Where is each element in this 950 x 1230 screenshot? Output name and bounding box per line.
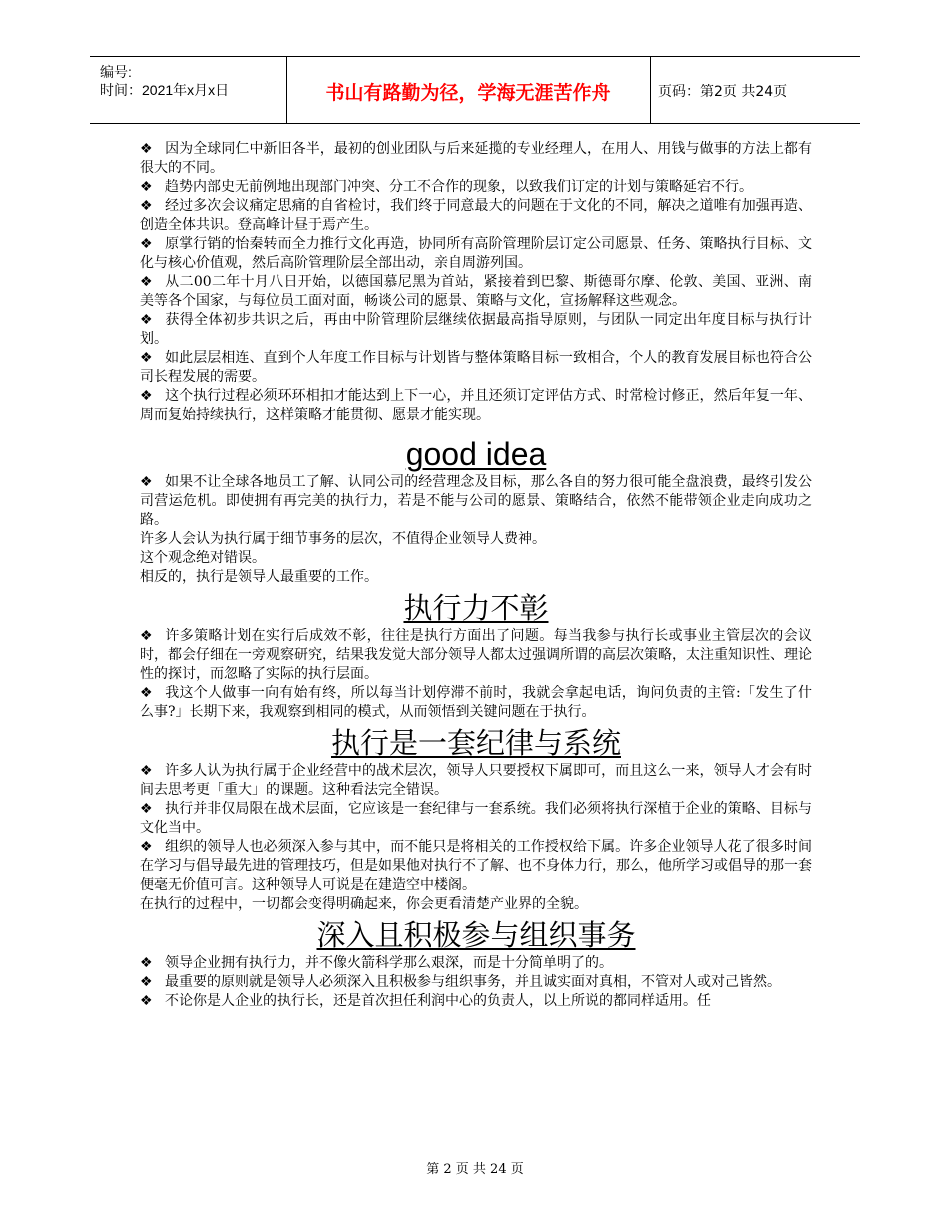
bullet-paragraph [140,387,812,425]
diamond-bullet-icon: ❖ [140,141,153,157]
section-2-plain [140,530,812,587]
page-footer: 第 2 页 共 24 页 [426,1162,524,1177]
bullet-text: 从二00二年十月八日开始，以德国慕尼黑为首站，紧接着到巴黎、斯德哥尔摩、伦敦、美国、亚洲、南美等各个国家，与每位员工面对面，畅谈公司的愿景、策略与文化，宣扬解释这些观念。 [140,274,812,309]
diamond-bullet-icon: ❖ [140,763,153,779]
diamond-bullet-icon: ❖ [140,198,153,214]
bullet-paragraph [140,349,812,387]
bullet-paragraph [140,973,812,992]
paragraph: 相反的，执行是领导人最重要的工作。 [140,569,378,585]
heading-execution-discipline: 执行是一套纪律与系统 [330,726,621,760]
section-3 [140,627,812,722]
bullet-paragraph [140,473,812,530]
bullet-paragraph [140,235,812,273]
diamond-bullet-icon: ❖ [140,801,153,817]
diamond-bullet-icon: ❖ [140,628,153,644]
bullet-text: 许多人认为执行属于企业经营中的战术层次，领导人只要授权下属即可，而且这么一来，领导人才会有时间去思考更「重大」的课题。这种看法完全错误。 [140,763,812,798]
diamond-bullet-icon: ❖ [140,236,153,252]
bullet-text: 领导企业拥有执行力，并不像火箭科学那么艰深，而是十分简单明了的。 [165,955,613,971]
header-page-info: 页码：第2页 共24页 [658,84,788,100]
bullet-text: 不论你是人企业的执行长，还是首次担任利润中心的负责人，以上所说的都同样适用。任 [165,993,711,1009]
bullet-paragraph [140,311,812,349]
paragraph: 这个观念绝对错误。 [140,550,266,566]
bullet-paragraph [140,273,812,311]
heading-execution-weak: 执行力不彰 [403,591,549,625]
bullet-paragraph [140,800,812,838]
paragraph: 在执行的过程中，一切都会变得明确起来，你会更看清楚产业界的全貌。 [140,896,588,912]
bullet-paragraph [140,954,812,973]
diamond-bullet-icon: ❖ [140,350,153,366]
bullet-text: 最重要的原则就是领导人必须深入且积极参与组织事务，并且诚实面对真相，不管对人或对己皆然。 [165,974,781,990]
bullet-text: 组织的领导人也必须深入参与其中，而不能只是将相关的工作授权给下属。许多企业领导人花了很多时间在学习与倡导最先进的管理技巧，但是如果他对执行不了解、也不身体力行，那么，他所学习或倡导的那一套便毫无价值可言。这种领导人可说是在建造空中楼阁。 [140,839,812,893]
header-meta [100,63,229,99]
bullet-text: 因为全球同仁中新旧各半，最初的创业团队与后来延揽的专业经理人，在用人、用钱与做事的方法上都有很大的不同。 [140,141,812,176]
bullet-text: 趋势内部史无前例地出现部门冲突、分工不合作的现象，以致我们订定的计划与策略延宕不行。 [165,179,753,195]
page-header [90,56,860,124]
diamond-bullet-icon: ❖ [140,388,153,404]
diamond-bullet-icon: ❖ [140,839,153,855]
section-4 [140,762,812,895]
bullet-paragraph [140,684,812,722]
diamond-bullet-icon: ❖ [140,474,153,490]
diamond-bullet-icon: ❖ [140,179,153,195]
bullet-text: 执行并非仅局限在战术层面，它应该是一套纪律与一套系统。我们必须将执行深植于企业的策略、目标与文化当中。 [140,801,812,836]
bullet-paragraph [140,992,812,1011]
bullet-paragraph [140,627,812,684]
bullet-paragraph [140,762,812,800]
bullet-text: 获得全体初步共识之后，再由中阶管理阶层继续依据最高指导原则，与团队一同定出年度目标与执行计划。 [140,312,812,347]
header-divider [650,57,651,123]
section-1 [140,140,812,425]
bullet-text: 原掌行销的怡秦转而全力推行文化再造，协同所有高阶管理阶层订定公司愿景、任务、策略执行目标、文化与核心价值观，然后高阶管理阶层全部出动，亲自周游列国。 [140,236,812,271]
bullet-text: 我这个人做事一向有始有终，所以每当计划停滞不前时，我就会拿起电话，询问负责的主管:「发生了什么事?」长期下来，我观察到相同的模式，从而领悟到关键问题在于执行。 [140,685,812,720]
section-2 [140,473,812,530]
bullet-text: 如果不让全球各地员工了解、认同公司的经营理念及目标，那么各自的努力很可能全盘浪费，最终引发公司营运危机。即使拥有再完美的执行力，若是不能与公司的愿景、策略结合，依然不能带领企业走向成功之路。 [140,474,812,528]
heading-deep-involvement: 深入且积极参与组织事务 [316,918,636,952]
bullet-text: 许多策略计划在实行后成效不彰，往往是执行方面出了问题。每当我参与执行长或事业主管层次的会议时，都会仔细在一旁观察研究，结果我发觉大部分领导人都太过强调所谓的高层次策略，太注重知识性、理论性的探讨，而忽略了实际的执行层面。 [140,628,812,682]
bullet-text: 如此层层相连、直到个人年度工作目标与计划皆与整体策略目标一致相合，个人的教育发展目标也符合公司长程发展的需要。 [140,350,812,385]
number-label: 编号: [100,64,132,80]
bullet-paragraph [140,197,812,235]
diamond-bullet-icon: ❖ [140,274,153,290]
diamond-bullet-icon: ❖ [140,685,153,701]
diamond-bullet-icon: ❖ [140,993,153,1009]
bullet-paragraph [140,178,812,197]
diamond-bullet-icon: ❖ [140,312,153,328]
diamond-bullet-icon: ❖ [140,974,153,990]
paragraph: 许多人会认为执行属于细节事务的层次，不值得企业领导人费神。 [140,531,546,547]
bullet-text: 经过多次会议痛定思痛的自省检讨，我们终于同意最大的问题在于文化的不同，解决之道唯有加强再造、创造全体共识。登高峰计昼于焉产生。 [140,198,812,233]
diamond-bullet-icon: ❖ [140,955,153,971]
section-5 [140,954,812,1011]
bullet-paragraph [140,140,812,178]
bullet-text: 这个执行过程必须环环相扣才能达到上下一心，并且还须订定评估方式、时常检讨修正，然后年复一年、周而复始持续执行，这样策略才能贯彻、愿景才能实现。 [140,388,812,423]
header-motto: 书山有路勤为径，学海无涯苦作舟 [325,82,611,104]
heading-good-idea: good idea [405,436,547,472]
bullet-paragraph [140,838,812,895]
document-body [140,140,812,1011]
time-label: 时间：2021年x月x日 [100,82,230,98]
